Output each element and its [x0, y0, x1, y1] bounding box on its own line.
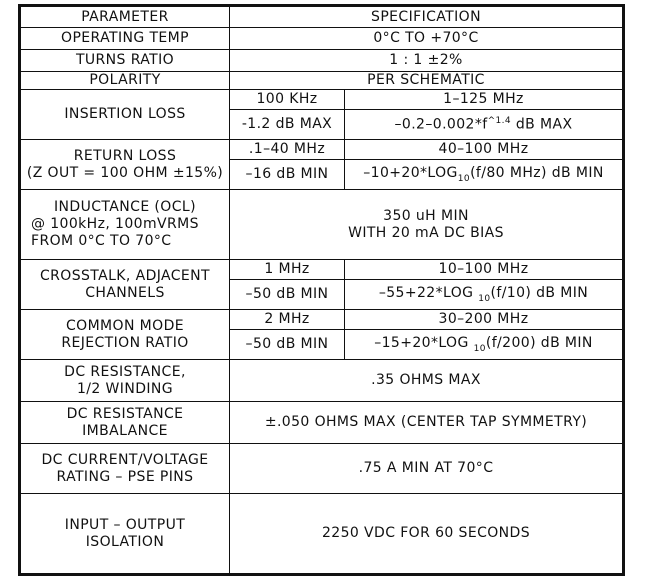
crosstalk-formula-rest: (f/10) dB MIN	[490, 284, 589, 301]
return-loss-val-a: –16 dB MIN	[230, 160, 345, 190]
crosstalk-log-base: 10	[478, 293, 491, 304]
insertion-loss-formula-text: –0.2–0.002*f	[394, 116, 488, 133]
cmrr-label-line1: COMMON MODE	[65, 317, 185, 334]
operating-temp-label: OPERATING TEMP	[20, 28, 230, 50]
row-operating-temp	[20, 28, 624, 50]
row-insertion-loss-freq	[20, 90, 624, 110]
insertion-loss-freq-b: 1–125 MHz	[345, 90, 624, 110]
dc-imbalance-label-line2: IMBALANCE	[82, 422, 168, 439]
row-crosstalk-freq	[20, 260, 624, 280]
return-loss-freq-b: 40–100 MHz	[345, 140, 624, 160]
operating-temp-value: 0°C TO +70°C	[230, 28, 624, 50]
spec-table	[18, 4, 625, 576]
return-loss-formula-rest: (f/80 MHz) dB MIN	[470, 164, 604, 181]
cmrr-val-a: –50 dB MIN	[230, 330, 345, 360]
return-loss-label-line2: (Z OUT = 100 OHM ±15%)	[26, 164, 224, 181]
row-return-loss-freq	[20, 140, 624, 160]
inductance-value-line1: 350 uH MIN	[383, 207, 469, 224]
dc-imbalance-value: ±.050 OHMS MAX (CENTER TAP SYMMETRY)	[230, 402, 624, 444]
turns-ratio-value: 1 : 1 ±2%	[230, 50, 624, 72]
isolation-label-line1: INPUT – OUTPUT	[64, 516, 186, 533]
return-loss-label	[20, 140, 230, 190]
dc-imbalance-label-line1: DC RESISTANCE	[66, 405, 184, 422]
return-loss-val-b	[345, 160, 624, 190]
inductance-label-line1: INDUCTANCE (OCL)	[54, 199, 196, 216]
insertion-loss-freq-a: 100 KHz	[230, 90, 345, 110]
insertion-loss-label: INSERTION LOSS	[20, 90, 230, 140]
row-isolation	[20, 494, 624, 575]
crosstalk-label-line2: CHANNELS	[85, 284, 165, 301]
inductance-label	[20, 190, 230, 260]
return-loss-freq-a: .1–40 MHz	[230, 140, 345, 160]
dc-resistance-label	[20, 360, 230, 402]
isolation-value: 2250 VDC FOR 60 SECONDS	[230, 494, 624, 575]
row-turns-ratio	[20, 50, 624, 72]
dc-rating-value: .75 A MIN AT 70°C	[230, 444, 624, 494]
row-polarity	[20, 72, 624, 90]
cmrr-formula-text: –15+20*LOG	[374, 334, 474, 351]
inductance-value-line2: WITH 20 mA DC BIAS	[348, 224, 504, 241]
return-loss-log-base: 10	[457, 173, 471, 184]
header-row	[20, 6, 624, 28]
cmrr-freq-a: 2 MHz	[230, 310, 345, 330]
inductance-value	[230, 190, 624, 260]
return-loss-label-line1: RETURN LOSS	[73, 147, 177, 164]
dc-resistance-label-line2: 1/2 WINDING	[76, 380, 174, 397]
insertion-loss-exponent: ^1.4	[487, 115, 512, 126]
cmrr-freq-b: 30–200 MHz	[345, 310, 624, 330]
insertion-loss-val-b	[345, 110, 624, 140]
insertion-loss-unit: dB MAX	[511, 116, 573, 133]
dc-rating-label-line2: RATING – PSE PINS	[56, 468, 194, 485]
header-specification: SPECIFICATION	[230, 6, 624, 28]
cmrr-val-b	[345, 330, 624, 360]
crosstalk-val-a: –50 dB MIN	[230, 280, 345, 310]
row-dc-resistance	[20, 360, 624, 402]
crosstalk-val-b	[345, 280, 624, 310]
header-parameter: PARAMETER	[20, 6, 230, 28]
crosstalk-formula-text: –55+22*LOG	[378, 284, 479, 301]
polarity-label: POLARITY	[20, 72, 230, 90]
inductance-label-line2: @ 100kHz, 100mVRMS	[31, 216, 199, 233]
insertion-loss-val-a: -1.2 dB MAX	[230, 110, 345, 140]
return-loss-formula-text: –10+20*LOG	[363, 164, 458, 181]
cmrr-label-line2: REJECTION RATIO	[61, 334, 189, 351]
dc-imbalance-label	[20, 402, 230, 444]
row-inductance	[20, 190, 624, 260]
cmrr-formula-rest: (f/200) dB MIN	[485, 334, 593, 351]
dc-rating-label	[20, 444, 230, 494]
crosstalk-freq-b: 10–100 MHz	[345, 260, 624, 280]
row-dc-imbalance	[20, 402, 624, 444]
isolation-label-line2: ISOLATION	[85, 533, 165, 550]
inductance-label-line3: FROM 0°C TO 70°C	[31, 232, 172, 249]
dc-resistance-label-line1: DC RESISTANCE,	[64, 363, 186, 380]
crosstalk-label	[20, 260, 230, 310]
dc-resistance-value: .35 OHMS MAX	[230, 360, 624, 402]
dc-rating-label-line1: DC CURRENT/VOLTAGE	[41, 451, 209, 468]
turns-ratio-label: TURNS RATIO	[20, 50, 230, 72]
row-dc-rating	[20, 444, 624, 494]
polarity-value: PER SCHEMATIC	[230, 72, 624, 90]
crosstalk-freq-a: 1 MHz	[230, 260, 345, 280]
row-cmrr-freq	[20, 310, 624, 330]
crosstalk-label-line1: CROSSTALK, ADJACENT	[39, 267, 211, 284]
cmrr-label	[20, 310, 230, 360]
isolation-label	[20, 494, 230, 575]
cmrr-log-base: 10	[473, 343, 486, 354]
